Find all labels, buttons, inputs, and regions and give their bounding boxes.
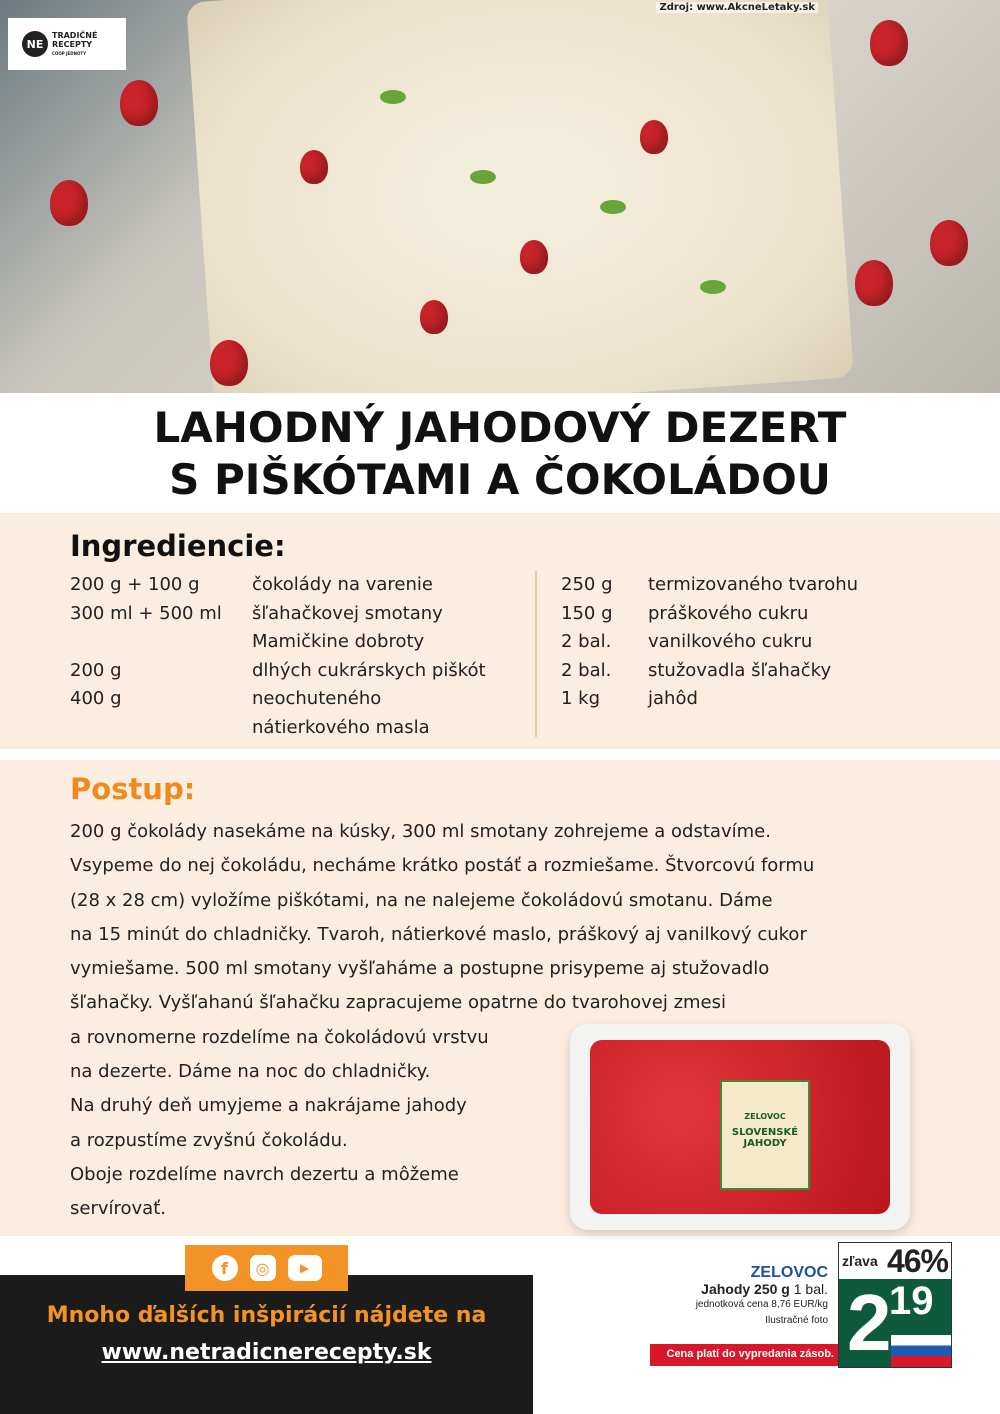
unit-price: jednotková cena 8,76 EUR/kg [695,1299,828,1310]
procedure-line: servírovať. [70,1198,166,1220]
strawberry [640,120,668,154]
procedure-line: šľahačky. Vyšľahanú šľahačku zapracujeme opatrne do tvarohovej zmesi [70,992,726,1014]
strawberry [930,220,968,266]
package-title: SLOVENSKÉ JAHODY [731,1127,799,1149]
ingredient-name: šľahačkovej smotany [252,602,443,624]
logo-line1: TRADIČNÉ [52,30,98,40]
ingredient-qty: 2 bal. [561,631,612,652]
footer-text: Mnoho ďalších inšpirácií nájdete na [46,1303,487,1328]
price-integer: 2 [847,1278,892,1367]
mint-leaf [380,90,406,104]
strawberry [300,150,328,184]
logo-line3: COOP JEDNOTY [52,50,86,56]
product-name: Jahody 250 g [701,1281,790,1297]
price-decimal: 19 [889,1279,934,1323]
dessert-image [186,0,854,393]
validity-note: Cena platí do vypredania zásob. [650,1344,838,1366]
facebook-icon[interactable]: f [212,1255,238,1281]
strawberry [420,300,448,334]
ingredient-name: neochuteného [252,688,382,709]
ingredients-section [0,513,1000,749]
slovak-flag-icon [891,1335,951,1367]
ingredient-name: vanilkového cukru [648,631,813,652]
strawberry [870,20,908,66]
procedure-line: 200 g čokolády nasekáme na kúsky, 300 ml smotany zohrejeme a odstavíme. [70,821,771,842]
ingredient-qty: 2 bal. [561,659,612,681]
photo-note: Ilustračné foto [765,1315,828,1326]
brand-logo [8,18,126,70]
package-brand: ZELOVOC [744,1112,786,1121]
mint-leaf [600,200,626,214]
column-divider [535,571,537,737]
website-link[interactable]: www.netradicnerecepty.sk [101,1340,432,1365]
ingredient-qty: 1 kg [561,688,601,709]
ingredient-qty: 250 g [561,574,613,595]
ingredient-name: dlhých cukrárskych piškót [252,659,486,681]
price-box [839,1279,951,1367]
procedure-line: Oboje rozdelíme navrch dezertu a môžeme [70,1163,459,1185]
procedure-line: a rovnomerne rozdelíme na čokoládovú vrstvu [70,1026,489,1048]
recipe-title [0,402,1000,506]
product-brand: ZELOVOC [750,1264,828,1281]
ingredient-qty: 200 g + 100 g [70,574,200,595]
strawberry [120,80,158,126]
ingredient-name: jahôd [648,688,698,709]
hero-photo [0,0,1000,393]
ingredient-qty: 300 ml + 500 ml [70,602,222,624]
product-info [696,1265,828,1329]
ingredient-name: termizovaného tvarohu [648,574,859,595]
source-label: Zdroj: www.AkcneLetaky.sk [656,2,818,13]
procedure-line: Na druhý deň umyjeme a nakrájame jahody [70,1095,467,1117]
ingredient-name: nátierkového masla [252,716,430,738]
logo-mark: NE [22,31,48,57]
procedure-line: Vsypeme do nej čokoládu, necháme krátko postáť a rozmiešame. Štvorcovú formu [70,855,815,877]
procedure-heading: Postup: [70,772,196,806]
title-line2: S PIŠKÓTAMI A ČOKOLÁDOU [169,455,831,504]
ingredient-qty: 200 g [70,659,122,681]
procedure-text [70,815,920,1227]
procedure-line: na 15 minút do chladničky. Tvaroh, nátierkové maslo, práškový aj vanilkový cukor [70,923,807,945]
logo-line2: RECEPTY [52,39,93,49]
product-pack: 1 bal. [793,1281,828,1297]
ingredient-name: stužovadla šľahačky [648,659,832,681]
ingredient-name: práškového cukru [648,602,809,624]
mint-leaf [700,280,726,294]
ingredient-name: čokolády na varenie [252,574,433,595]
mint-leaf [470,170,496,184]
procedure-line: a rozpustíme zvyšnú čokoládu. [70,1129,348,1151]
strawberry [855,260,893,306]
discount-value: 46% [886,1242,948,1279]
ingredient-qty: 150 g [561,602,613,624]
procedure-line: na dezerte. Dáme na noc do chladničky. [70,1061,431,1083]
title-line1: LAHODNÝ JAHODOVÝ DEZERT [153,403,847,452]
social-links [185,1245,348,1291]
ingredients-heading: Ingrediencie: [70,529,286,563]
ingredient-qty: 400 g [70,688,122,709]
strawberry [50,180,88,226]
instagram-icon[interactable]: ◎ [250,1255,276,1281]
strawberry [210,340,248,386]
youtube-icon[interactable]: ▶ [288,1255,322,1281]
price-tag [838,1242,952,1368]
procedure-line: (28 x 28 cm) vyložíme piškótami, na ne nalejeme čokoládovú smotanu. Dáme [70,889,773,911]
procedure-line: vymiešame. 500 ml smotany vyšľaháme a postupne prisypeme aj stužovadlo [70,958,770,980]
procedure-section [0,760,1000,1236]
discount-label: zľava [842,1253,878,1269]
ingredient-name: Mamičkine dobroty [252,631,425,652]
strawberry [520,240,548,274]
